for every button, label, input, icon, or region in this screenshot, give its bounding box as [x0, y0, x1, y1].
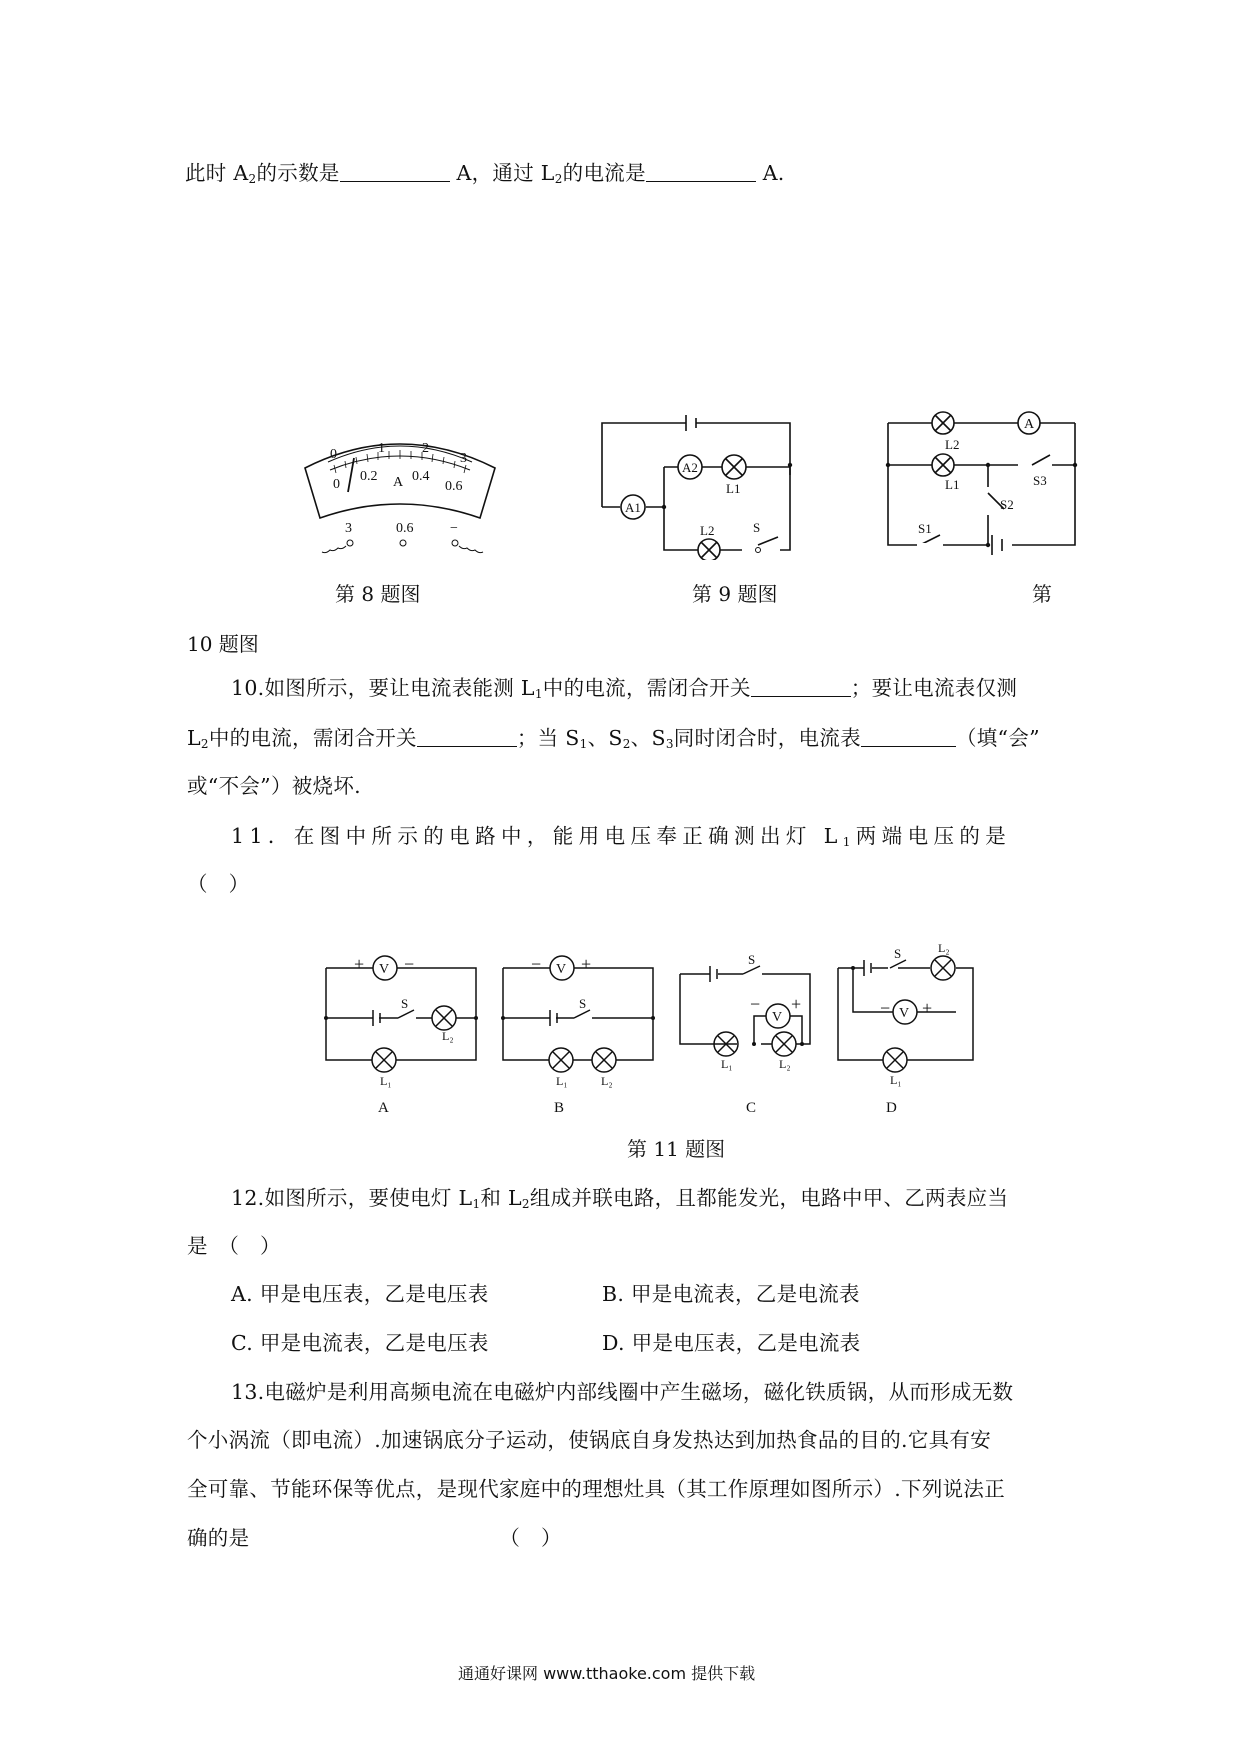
fig11-label-a: A: [378, 1100, 389, 1116]
q12-option-a[interactable]: A. 甲是电压表，乙是电压表: [231, 1282, 489, 1306]
svg-text:−: −: [404, 954, 415, 974]
svg-text:S: S: [579, 996, 587, 1011]
fig9-switch: S: [753, 520, 761, 535]
q9-blank-l2[interactable]: [646, 161, 756, 182]
q9-answer-line: 此时 $A_2$的示数是 A，通过 $L_2$的电流是 A.: [185, 161, 785, 186]
fig8-caption: 第 8 题图: [335, 582, 421, 606]
fig10-circuit: [880, 405, 1080, 555]
svg-text:V: V: [899, 1006, 910, 1021]
fig11-label-c: C: [746, 1100, 757, 1116]
q11-line2: （ ）: [187, 872, 250, 896]
svg-text:−: −: [531, 954, 542, 974]
q10-line2: $L_2$中的电流，需闭合开关 ；当 $S_1$、$S_2$、$S_3$同时闭合时，电流表 （填“会”: [187, 726, 1040, 751]
q13-line4: 确的是 （ ）: [187, 1526, 562, 1550]
q13-line3: 全可靠、节能环保等优点，是现代家庭中的理想灶具（其工作原理如图所示）.下列说法正: [187, 1477, 1006, 1501]
fig8-top-tick-2: 2: [422, 441, 429, 456]
fig11-label-b: B: [554, 1100, 565, 1116]
q11-line1: 11．在图中所示的电路中，能用电压奉正确测出灯 $L_1$两端电压的是: [231, 824, 1012, 849]
q10-blank-3[interactable]: [861, 726, 956, 747]
fig11-circuits: [318, 940, 1018, 1120]
svg-text:−: −: [880, 998, 891, 1018]
fig8-bottom-tick-0: 0: [333, 477, 340, 492]
fig8-bottom-tick-1: 0.2: [360, 469, 378, 484]
svg-text:L₂: L₂: [442, 1029, 454, 1043]
svg-text:+: +: [922, 998, 933, 1018]
fig11-caption: 第 11 题图: [627, 1137, 726, 1161]
q13-line1: 13.电磁炉是利用高频电流在电磁炉内部线圈中产生磁场，磁化铁质锅，从而形成无数: [231, 1380, 1014, 1404]
q10-line1: 10.如图所示，要让电流表能测 $L_1$中的电流，需闭合开关 ；要让电流表仅测: [231, 676, 1018, 701]
svg-text:S: S: [894, 946, 902, 961]
q9-blank-a2[interactable]: [340, 161, 450, 182]
q12-option-c[interactable]: C. 甲是电流表，乙是电压表: [231, 1331, 489, 1355]
svg-text:L₁: L₁: [890, 1073, 902, 1087]
fig9-meter-a1: A1: [625, 500, 641, 515]
fig9-circuit: [590, 415, 800, 560]
fig9-meter-a2: A2: [682, 460, 698, 475]
svg-text:S: S: [748, 952, 756, 967]
fig8-terminal-3: 3: [345, 521, 352, 536]
q13-line2: 个小涡流（即电流）.加速锅底分子运动，使锅底自身发热达到加热食品的目的.它具有安: [187, 1428, 992, 1452]
svg-text:L₂: L₂: [938, 941, 950, 955]
svg-text:L₁: L₁: [380, 1074, 392, 1088]
fig8-unit: A: [393, 475, 404, 490]
fig8-top-tick-3: 3: [460, 451, 467, 466]
fig10-lamp-l1: L1: [945, 477, 960, 492]
fig8-terminal-neg: −: [450, 521, 458, 536]
q12-line2: 是 （ ）: [187, 1234, 281, 1258]
fig9-lamp-l1: L1: [726, 481, 741, 496]
fig10-switch-s3: S3: [1033, 473, 1047, 488]
fig10-meter-a: A: [1024, 417, 1035, 432]
svg-text:+: +: [354, 954, 365, 974]
q12-option-d[interactable]: D. 甲是电压表，乙是电流表: [602, 1331, 861, 1355]
page-footer: 通通好课网 www.tthaoke.com 提供下载: [458, 1664, 756, 1683]
fig8-terminal-06: 0.6: [396, 521, 414, 536]
fig11-label-d: D: [886, 1100, 897, 1116]
q10-line3: 或“不会”）被烧坏.: [187, 774, 361, 798]
svg-text:−: −: [750, 994, 761, 1014]
svg-text:+: +: [791, 994, 802, 1014]
svg-text:S: S: [401, 996, 409, 1011]
fig10-caption-b: 10 题图: [187, 632, 259, 656]
fig10-caption-a: 第: [1032, 582, 1052, 606]
fig10-switch-s2: S2: [1000, 497, 1014, 512]
q10-blank-1[interactable]: [751, 676, 851, 697]
fig9-lamp-l2: L2: [700, 523, 715, 538]
svg-text:L₂: L₂: [601, 1074, 613, 1088]
q12-option-b[interactable]: B. 甲是电流表，乙是电流表: [602, 1282, 860, 1306]
fig9-caption: 第 9 题图: [692, 582, 778, 606]
fig10-switch-s1: S1: [918, 521, 932, 536]
fig8-top-tick-1: 1: [378, 441, 385, 456]
svg-text:V: V: [556, 962, 567, 977]
svg-text:+: +: [581, 954, 592, 974]
svg-text:L₁: L₁: [556, 1074, 568, 1088]
fig10-lamp-l2: L2: [945, 437, 960, 452]
fig8-ammeter-dial: [300, 430, 500, 565]
svg-text:V: V: [772, 1010, 783, 1025]
svg-text:L₂: L₂: [779, 1057, 791, 1071]
svg-text:L₁: L₁: [721, 1057, 733, 1071]
q12-line1: 12.如图所示，要使电灯 $L_1$和 $L_2$组成并联电路，且都能发光，电路中甲、乙两表应当: [231, 1186, 1009, 1211]
fig8-top-tick-0: 0: [330, 447, 337, 462]
q10-blank-2[interactable]: [417, 726, 517, 747]
svg-text:V: V: [379, 962, 390, 977]
fig8-bottom-tick-2: 0.4: [412, 469, 430, 484]
fig8-bottom-tick-3: 0.6: [445, 479, 463, 494]
